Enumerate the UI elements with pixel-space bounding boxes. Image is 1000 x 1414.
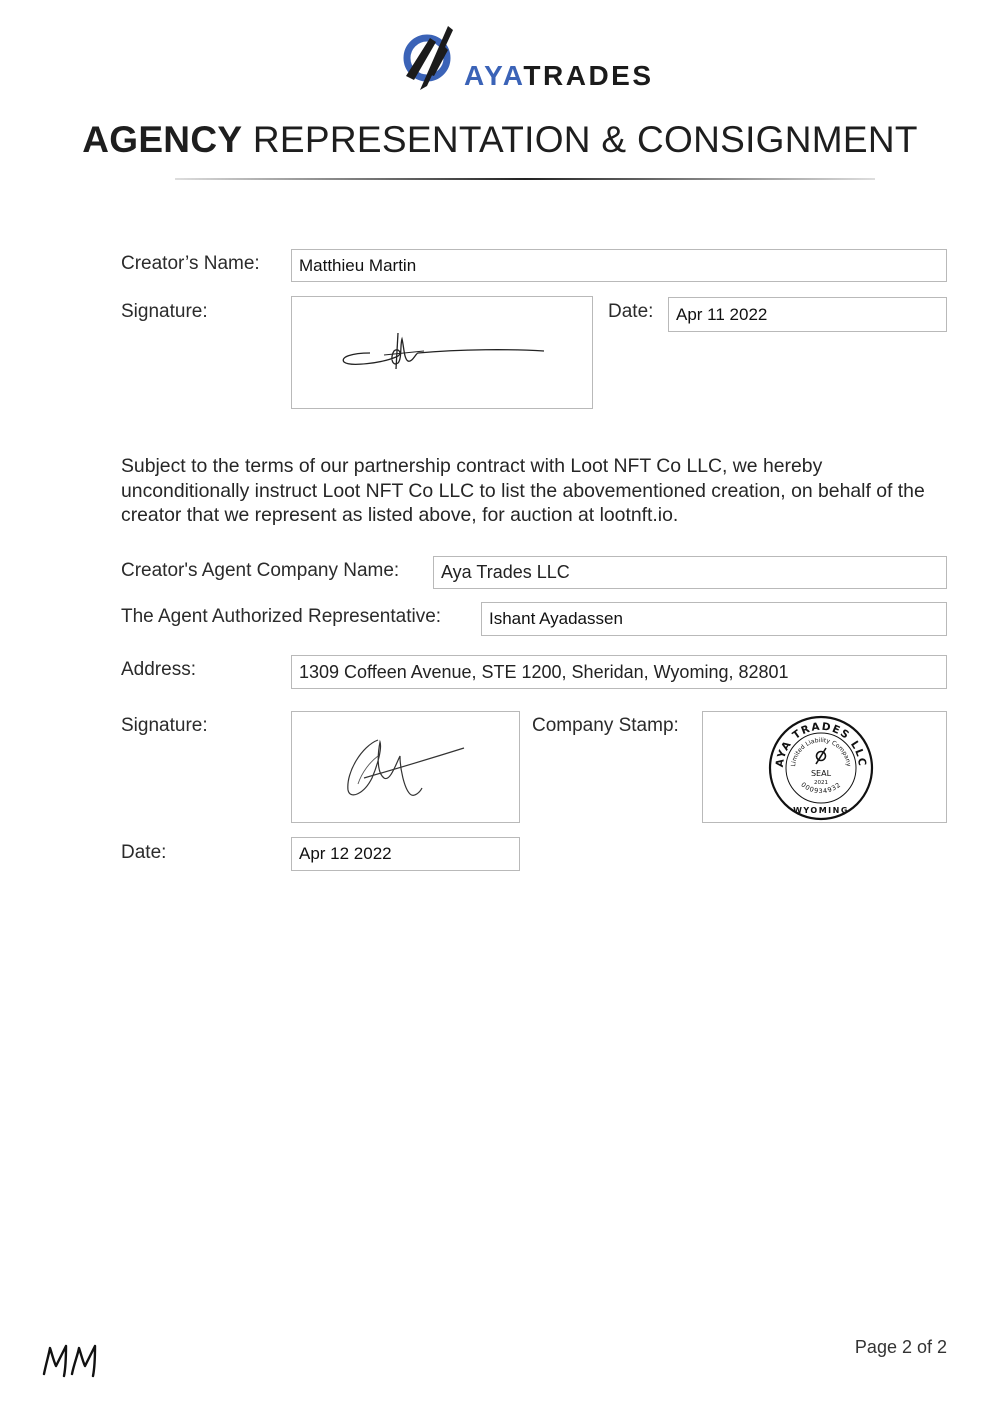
creator-name-field[interactable]: Matthieu Martin [291,249,947,282]
agent-signature-label: Signature: [121,715,208,736]
creator-signature-image [292,297,592,408]
agent-rep-field[interactable]: Ishant Ayadassen [481,602,947,636]
creator-signature-label: Signature: [121,301,208,322]
instruction-paragraph: Subject to the terms of our partnership contract with Loot NFT Co LLC, we hereby unconditionally instruct Loot NFT Co LLC to list the abovementioned creation, on behalf of the creator that we represent as listed above, for auction at lootnft.io. [121,455,925,526]
handwritten-initials [40,1340,110,1386]
seal-bottom-text: WYOMING [793,806,849,815]
agent-company-label: Creator's Agent Company Name: [121,560,400,581]
creator-date-label: Date: [608,301,654,322]
address-label: Address: [121,659,196,680]
aya-logo-icon [400,24,460,90]
creator-name-label: Creator’s Name: [121,253,260,274]
seal-number: 000934932 [799,780,843,796]
seal-year: 2021 [814,780,828,786]
agent-date-label: Date: [121,842,167,863]
company-stamp-label: Company Stamp: [532,715,679,736]
page-number: Page 2 of 2 [854,1337,947,1357]
creator-signature-box[interactable] [291,296,593,409]
agent-date-field[interactable]: Apr 12 2022 [291,837,520,871]
seal-logo-icon [816,748,826,764]
address-field[interactable]: 1309 Coffeen Avenue, STE 1200, Sheridan, Wyoming, 82801 [291,655,947,689]
creator-date-field[interactable]: Apr 11 2022 [668,297,947,332]
company-seal-stamp [703,712,946,822]
document-title: AGENCY REPRESENTATION & CONSIGNMENT [82,119,918,160]
seal-top-text: AYA TRADES LLC [773,720,869,768]
agent-rep-label: The Agent Authorized Representative: [121,606,442,627]
seal-inner-text: Limited Liability Company [790,736,852,767]
agent-company-field[interactable]: Aya Trades LLC [433,556,947,589]
brand-wordmark: AYATRADES [464,60,654,91]
company-stamp-box [702,711,947,823]
brand-logo [400,24,670,90]
seal-word: SEAL [810,769,832,778]
agent-signature-image [292,712,519,822]
title-divider [175,178,875,180]
agent-signature-box[interactable] [291,711,520,823]
